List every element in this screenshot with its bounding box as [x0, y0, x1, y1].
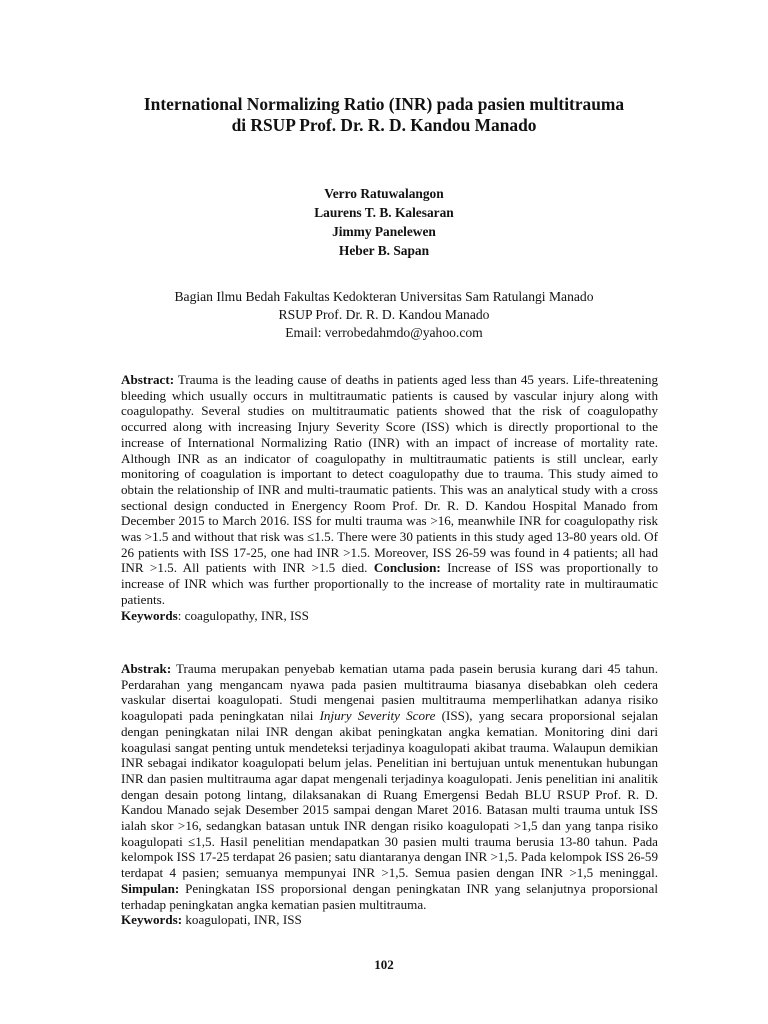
abstract-english-body [121, 372, 658, 608]
author-name: Verro Ratuwalangon [324, 186, 444, 201]
abstract-english [121, 372, 658, 623]
affiliation-email: Email: verrobedahmdo@yahoo.com [285, 325, 483, 340]
abstrak-text-part-2: (ISS), yang secara proporsional sejalan dengan peningkatan nilai INR dengan akibat peningkatan angka kematian. Monitoring dini dari koagulasi sangat penting untuk mendeteksi terjadinya koagulopati akibat trauma. Walaupun demikian INR sebagai indikator koagulopati belum jelas. Penelitian ini bertujuan untuk menentukan hubungan INR dan pasien multitrauma agar dapat mengenali terjadinya koagulopati. Jenis penelitian ini analitik dengan desain potong lintang, dilaksanakan di Ruang Emergensi Bedah BLU RSUP Prof. R. D. Kandou Manado sejak Desember 2015 sampai dengan Maret 2016. Batasan multi trauma untuk ISS ialah skor >16, sedangkan batasan untuk INR dengan risiko koagulopati >1,5 dan yang tanpa risiko koagulopati ≤1,5. Hasil penelitian mendapatkan 30 pasien multi trauma berusia 13-80 tahun. Pada kelompok ISS 17-25 terdapat 26 pasien; satu diantaranya dengan INR >1,5. Pada kelompok ISS 26-59 terdapat 4 pasien; semuanya mempunyai INR >1,5. Semua pasien dengan INR >1,5 meninggal. [121, 708, 658, 881]
abstract-label: Abstract: [121, 372, 175, 387]
keywords-indonesian [121, 912, 658, 928]
affiliation [60, 288, 708, 342]
page-number: 102 [374, 957, 394, 972]
keywords-label: Keywords: [121, 912, 183, 928]
keywords-text: : coagulopathy, INR, ISS [177, 607, 309, 623]
title-line-2: di RSUP Prof. Dr. R. D. Kandou Manado [231, 115, 537, 135]
keywords-text: koagulopati, INR, ISS [182, 912, 302, 928]
simpulan-label: Simpulan: [121, 880, 180, 896]
keywords-english [121, 608, 658, 624]
abstrak-text-part-1: Trauma merupakan penyebab kematian utama pada pasein berusia kurang dari 45 tahun. Perdarahan yang mengancam nyawa pada pasien multitrauma biasanya disebabkan oleh cedera vaskular disertai koagulopati. Studi mengenai pasien multitrauma memperlihatkan adanya risiko koagulopati pada peningkatan nilai [121, 661, 658, 724]
author-name: Laurens T. B. Kalesaran [314, 205, 454, 220]
author-name: Jimmy Panelewen [332, 224, 436, 239]
author-list [60, 184, 708, 260]
conclusion-text: Increase of ISS was proportionally to increase of INR which was further proportionally to the increase of mortality rate in multiraumatic patients. [121, 560, 658, 607]
abstract-text: Trauma is the leading cause of deaths in patients aged less than 45 years. Life-threatening bleeding which usually occurs in multitraumatic patients is caused by vascular injury along with coagulopathy. Several studies on multitraumatic patients showed that the risk of coagulopathy occurred along with increasing Injury Severity Score (ISS) which is directly proportional to the increase of International Normalizing Ratio (INR) with an impact of increase of mortality rate. Although INR as an indicator of coagulopathy in multitraumatic patients is still unclear, early monitoring of coagulation is important to detect coagulopathy due to trauma. This study aimed to obtain the relationship of INR and multi-traumatic patients. This was an analytical study with a cross sectional design conducted in Energency Room Prof. Dr. R. D. Kandou Hospital Manado from December 2015 to March 2016. ISS for multi trauma was >16, meanwhile INR for coagulopathy risk was >1.5 and without that risk was ≤1.5. There were 30 patients in this study aged 13-80 years old. Of 26 patients with ISS 17-25, one had INR >1.5. Moreover, ISS 26-59 was found in 4 patients; all had INR >1.5. All patients with INR >1.5 died. [121, 372, 658, 576]
title-line-1: International Normalizing Ratio (INR) pada pasien multitrauma [143, 94, 625, 114]
paper-title [60, 94, 708, 136]
affiliation-hospital: RSUP Prof. Dr. R. D. Kandou Manado [278, 307, 490, 322]
abstrak-label: Abstrak: [121, 661, 172, 676]
keywords-label: Keywords [121, 607, 178, 623]
abstract-indonesian [121, 661, 658, 928]
iss-term: Injury Severity Score [319, 708, 436, 724]
affiliation-department: Bagian Ilmu Bedah Fakultas Kedokteran Universitas Sam Ratulangi Manado [174, 289, 594, 304]
conclusion-label: Conclusion: [373, 560, 441, 576]
author-name: Heber B. Sapan [338, 243, 430, 258]
abstract-indonesian-body [121, 661, 658, 912]
simpulan-text: Peningkatan ISS proporsional dengan peningkatan INR yang selanjutnya proporsional terhadap peningkatan angka kematian pasien multitrauma. [121, 880, 658, 912]
